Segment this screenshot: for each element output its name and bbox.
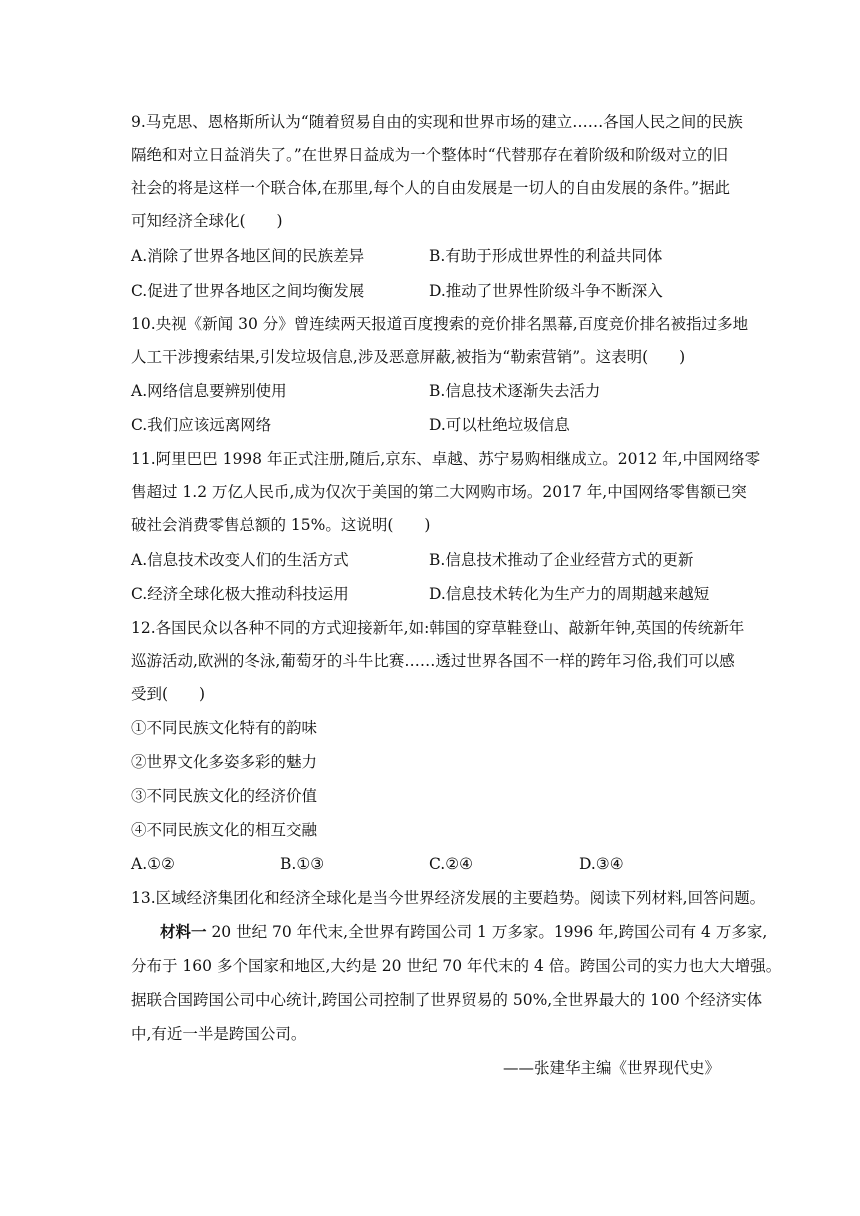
q12-option-c: C.②④ bbox=[429, 855, 474, 873]
q10-stem-line-2: 人工干涉搜索结果,引发垃圾信息,涉及恶意屏蔽,被指为“勒索营销”。这表明( ) bbox=[131, 348, 686, 366]
q11-option-b: B.信息技术推动了企业经营方式的更新 bbox=[429, 551, 694, 569]
q13-stem: 13.区域经济集团化和经济全球化是当今世界经济发展的主要趋势。阅读下列材料,回答问题。 bbox=[131, 889, 766, 907]
q12-item-4: ④不同民族文化的相互交融 bbox=[131, 821, 318, 839]
q9-stem-line-3: 社会的将是这样一个联合体,在那里,每个人的自由发展是一切人的自由发展的条件。”据此 bbox=[131, 179, 731, 197]
q10-stem-line-1: 10.央视《新闻 30 分》曾连续两天报道百度搜索的竞价排名黑幕,百度竞价排名被指过多地 bbox=[131, 315, 749, 333]
q12-option-b: B.①③ bbox=[280, 855, 325, 873]
q12-option-a: A.①② bbox=[131, 855, 175, 873]
q9-option-d: D.推动了世界性阶级斗争不断深入 bbox=[429, 282, 663, 300]
q13-material-line-2: 分布于 160 多个国家和地区,大约是 20 世纪 70 年代末的 4 倍。跨国公司的实力也大大增强。 bbox=[131, 957, 782, 975]
q10-option-a: A.网络信息要辨别使用 bbox=[131, 382, 287, 400]
q11-stem-line-2: 售超过 1.2 万亿人民币,成为仅次于美国的第二大网购市场。2017 年,中国网络零售额已突 bbox=[131, 483, 747, 501]
q11-option-a: A.信息技术改变人们的生活方式 bbox=[131, 551, 349, 569]
q12-stem-line-2: 巡游活动,欧洲的冬泳,葡萄牙的斗牛比赛……透过世界各国不一样的跨年习俗,我们可以感 bbox=[131, 652, 735, 670]
q13-material-line-1 bbox=[160, 922, 767, 942]
q11-stem-line-3: 破社会消费零售总额的 15%。这说明( ) bbox=[131, 516, 431, 534]
q12-item-3: ③不同民族文化的经济价值 bbox=[131, 787, 318, 805]
q9-stem-line-2: 隔绝和对立日益消失了。”在世界日益成为一个整体时“代替那存在着阶级和阶级对立的旧 bbox=[131, 146, 729, 164]
q12-stem-line-3: 受到( ) bbox=[131, 685, 206, 703]
q12-item-2: ②世界文化多姿多彩的魅力 bbox=[131, 753, 318, 771]
material-text: 20 世纪 70 年代末,全世界有跨国公司 1 万多家。1996 年,跨国公司有 4 万多家, bbox=[206, 923, 768, 941]
q13-source-citation: ——张建华主编《世界现代史》 bbox=[502, 1059, 720, 1077]
q11-option-c: C.经济全球化极大推动科技运用 bbox=[131, 585, 349, 603]
q9-option-c: C.促进了世界各地区之间均衡发展 bbox=[131, 282, 365, 300]
q11-option-d: D.信息技术转化为生产力的周期越来越短 bbox=[429, 585, 710, 603]
q9-stem-line-1: 9.马克思、恩格斯所认为“随着贸易自由的实现和世界市场的建立……各国人民之间的民族 bbox=[131, 113, 743, 131]
q12-stem-line-1: 12.各国民众以各种不同的方式迎接新年,如:韩国的穿草鞋登山、敲新年钟,英国的传统新年 bbox=[131, 619, 745, 637]
q12-option-d: D.③④ bbox=[579, 855, 624, 873]
material-label: 材料一 bbox=[160, 922, 207, 941]
q11-stem-line-1: 11.阿里巴巴 1998 年正式注册,随后,京东、卓越、苏宁易购相继成立。2012 年,中国网络零 bbox=[131, 450, 761, 468]
q10-option-d: D.可以杜绝垃圾信息 bbox=[429, 416, 570, 434]
q9-stem-line-4: 可知经济全球化( ) bbox=[131, 212, 283, 230]
q9-option-b: B.有助于形成世界性的利益共同体 bbox=[429, 247, 663, 265]
q12-item-1: ①不同民族文化特有的韵味 bbox=[131, 719, 318, 737]
q13-material-line-4: 中,有近一半是跨国公司。 bbox=[131, 1025, 307, 1043]
q10-option-b: B.信息技术逐渐失去活力 bbox=[429, 382, 601, 400]
q10-option-c: C.我们应该远离网络 bbox=[131, 416, 272, 434]
q13-material-line-3: 据联合国跨国公司中心统计,跨国公司控制了世界贸易的 50%,全世界最大的 100 个经济实体 bbox=[131, 991, 763, 1009]
q9-option-a: A.消除了世界各地区间的民族差异 bbox=[131, 247, 365, 265]
